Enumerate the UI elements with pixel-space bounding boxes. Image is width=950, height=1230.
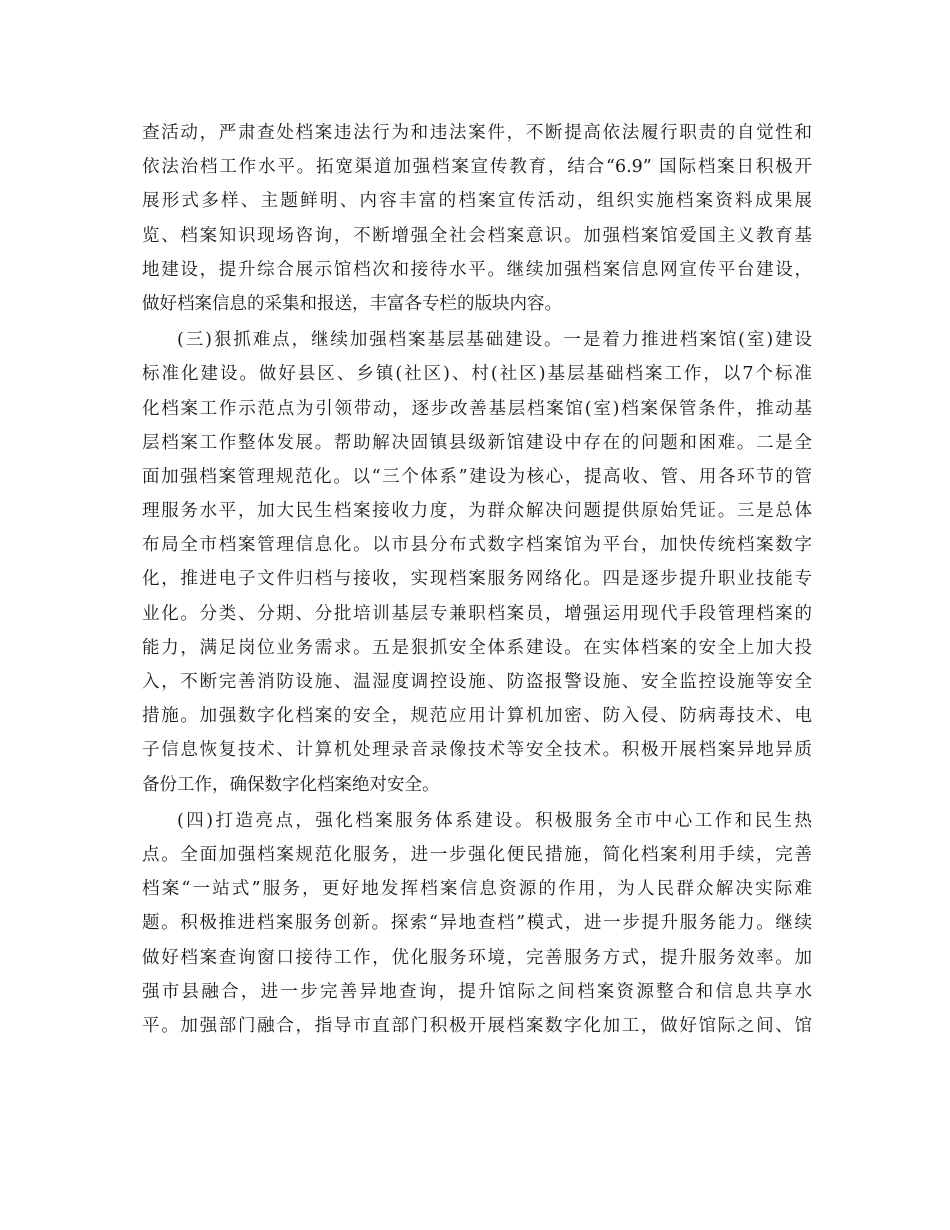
paragraph-3 bbox=[142, 804, 812, 1043]
paragraph-1 bbox=[142, 116, 812, 321]
document-body bbox=[142, 116, 812, 1043]
text-line: 标准化建设。做好县区、乡镇(社区)、村(社区)基层基础档案工作，以7个标准 bbox=[142, 364, 812, 385]
text-line: 入，不断完善消防设施、温湿度调控设施、防盗报警设施、安全监控设施等安全 bbox=[142, 672, 812, 692]
text-line: 理服务水平，加大民生档案接收力度，为群众解决问题提供原始凭证。三是总体 bbox=[142, 501, 812, 522]
text-line: 层档案工作整体发展。帮助解决固镇县级新馆建设中存在的问题和困难。二是全 bbox=[142, 432, 812, 453]
text-line: 化，推进电子文件归档与接收，实现档案服务网络化。四是逐步提升职业技能专 bbox=[142, 569, 812, 590]
text-line: 备份工作，确保数字化档案绝对安全。 bbox=[142, 774, 440, 795]
text-line: 点。全面加强档案规范化服务，进一步强化便民措施，简化档案利用手续，完善 bbox=[142, 844, 812, 865]
text-line: 题。积极推进档案服务创新。探索“异地查档”模式，进一步提升服务能力。继续 bbox=[142, 913, 812, 934]
text-line: 强市县融合，进一步完善异地查询，提升馆际之间档案资源整合和信息共享水 bbox=[142, 981, 812, 1002]
text-line: 能力，满足岗位业务需求。五是狠抓安全体系建设。在实体档案的安全上加大投 bbox=[142, 637, 812, 658]
text-line: 查活动，严肃查处档案违法行为和违法案件，不断提高依法履行职责的自觉性和 bbox=[142, 123, 812, 143]
text-line: 布局全市档案管理信息化。以市县分布式数字档案馆为平台，加快传统档案数字 bbox=[142, 535, 812, 556]
paragraph-2 bbox=[142, 323, 812, 802]
text-line: 览、档案知识现场咨询，不断增强全社会档案意识。加强档案馆爱国主义教育基 bbox=[142, 225, 812, 246]
text-line: 做好档案信息的采集和报送，丰富各专栏的版块内容。 bbox=[142, 293, 562, 314]
text-line: (三)狠抓难点，继续加强档案基层基础建设。一是着力推进档案馆(室)建设 bbox=[177, 330, 812, 351]
text-line: 化档案工作示范点为引领带动，逐步改善基层档案馆(室)档案保管条件，推动基 bbox=[142, 398, 812, 419]
text-line: 子信息恢复技术、计算机处理录音录像技术等安全技术。积极开展档案异地异质 bbox=[142, 740, 812, 761]
text-line: 做好档案查询窗口接待工作，优化服务环境，完善服务方式，提升服务效率。加 bbox=[142, 947, 812, 968]
text-line: 地建设，提升综合展示馆档次和接待水平。继续加强档案信息网宣传平台建设， bbox=[142, 259, 812, 280]
text-line: 平。加强部门融合，指导市直部门积极开展档案数字化加工，做好馆际之间、馆 bbox=[142, 1015, 812, 1036]
text-line: 依法治档工作水平。拓宽渠道加强档案宣传教育，结合“6.9” 国际档案日积极开 bbox=[142, 157, 812, 178]
text-line: (四)打造亮点，强化档案服务体系建设。积极服务全市中心工作和民生热 bbox=[177, 810, 812, 831]
text-line: 措施。加强数字化档案的安全，规范应用计算机加密、防入侵、防病毒技术、电 bbox=[142, 706, 812, 727]
text-line: 面加强档案管理规范化。以“三个体系”建设为核心，提高收、管、用各环节的管 bbox=[142, 466, 812, 487]
text-line: 展形式多样、主题鲜明、内容丰富的档案宣传活动，组织实施档案资料成果展 bbox=[142, 191, 812, 212]
text-line: 业化。分类、分期、分批培训基层专兼职档案员，增强运用现代手段管理档案的 bbox=[142, 603, 812, 624]
text-line: 档案“一站式”服务，更好地发挥档案信息资源的作用，为人民群众解决实际难 bbox=[142, 879, 812, 900]
